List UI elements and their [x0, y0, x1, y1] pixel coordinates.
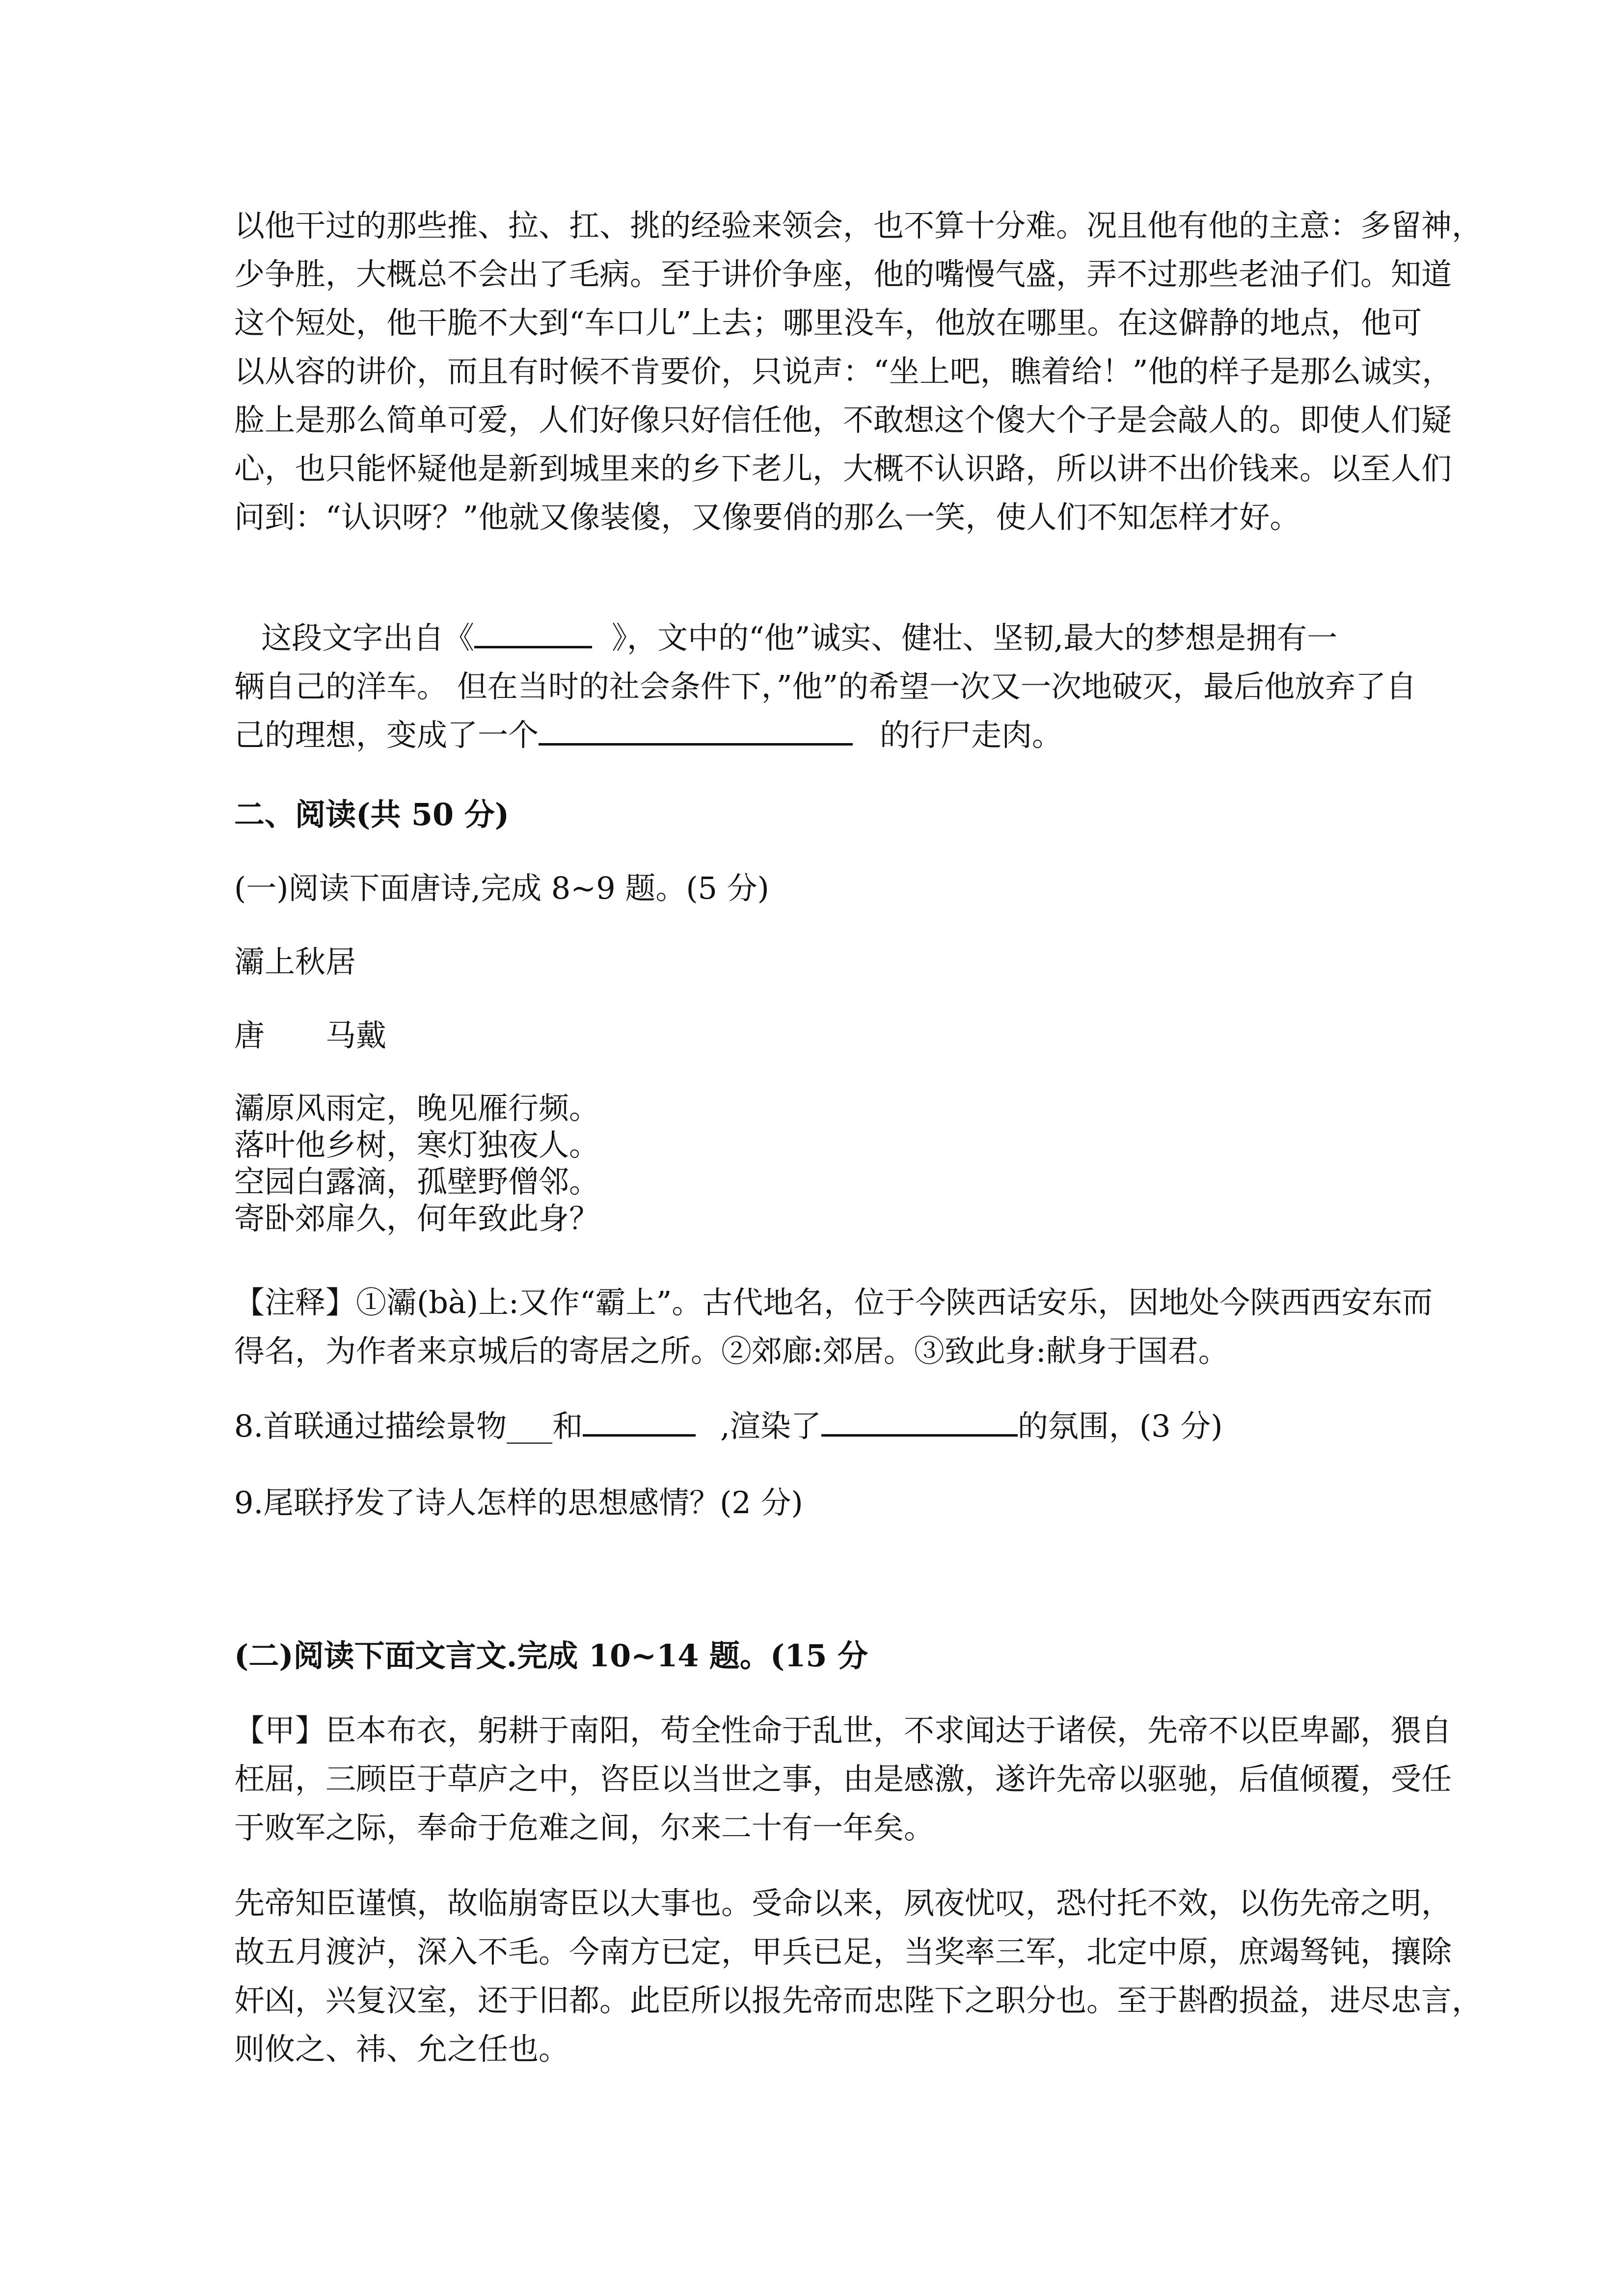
answer-blank-atmosphere[interactable]	[821, 1404, 1018, 1437]
q7-text-a: 这段文字出自《	[261, 620, 475, 656]
passage-line: 这个短处，他干脆不大到“车口儿”上去；哪里没车，他放在哪里。在这僻静的地点，他可	[234, 305, 1422, 341]
poem-line: 寄卧郊扉久，何年致此身？	[234, 1201, 600, 1236]
para2-line: 先帝知臣谨慎，故临崩寄臣以大事也。受命以来，夙夜忧叹，恐付托不效，以伤先帝之明，	[234, 1885, 1452, 1921]
q8-text-c: 的氛围，(3 分)	[1017, 1408, 1223, 1444]
poem-title: 灞上秋居	[234, 944, 356, 980]
poem-notes	[234, 1278, 1433, 1375]
note-line: 【注释】①灞(bà)上:又作“霸上”。古代地名，位于今陕西话安乐，因地处今陕西西安东而	[234, 1284, 1433, 1320]
part2-instruction: (二)阅读下面文言文.完成 10~14 题。(15 分	[234, 1638, 868, 1674]
jia-line: 枉屈，三顾臣于草庐之中，咨臣以当世之事，由是感激，遂许先帝以驱驰，后值倾覆，受任	[234, 1761, 1452, 1797]
classical-text-jia	[234, 1706, 1452, 1852]
poem-line: 落叶他乡树，寒灯独夜人。	[234, 1127, 600, 1163]
para2-line: 奸凶，兴复汉室，还于旧都。此臣所以报先帝而忠陛下之职分也。至于斟酌损益，进尽忠言，	[234, 1982, 1483, 2018]
question-7	[234, 614, 1417, 759]
passage-line: 以从容的讲价，而且有时候不肯要价，只说声：“坐上吧，瞧着给！”他的样子是那么诚实，	[234, 353, 1453, 389]
q7-text-c: 己的理想，变成了一个	[234, 717, 539, 753]
answer-blank-description[interactable]	[539, 713, 853, 746]
q7-text-b: 》，文中的“他”诚实、健壮、坚韧,最大的梦想是拥有一	[612, 620, 1338, 656]
passage-excerpt	[234, 201, 1483, 541]
jia-line: 【甲】臣本布衣，躬耕于南阳，苟全性命于乱世，不求闻达于诸侯，先帝不以臣卑鄙，猥自	[234, 1712, 1452, 1748]
answer-blank-book-title[interactable]	[474, 615, 592, 648]
para2-line: 则攸之、祎、允之任也。	[234, 2031, 569, 2067]
poem-line: 空园白露滴，孤壁野僧邻。	[234, 1164, 600, 1200]
question-8	[234, 1402, 1393, 1450]
section-heading-reading: 二、阅读(共 50 分)	[234, 797, 510, 832]
q8-text-a: 8.首联通过描绘景物___和	[234, 1408, 583, 1444]
para2-line: 故五月渡泸，深入不毛。今南方已定，甲兵已足，当奖率三军，北定中原，庶竭驽钝，攘除	[234, 1934, 1452, 1970]
poem-author: 唐 马戴	[234, 1017, 387, 1053]
q8-text-b: ,渲染了	[720, 1408, 821, 1444]
passage-line: 少争胜，大概总不会出了毛病。至于讲价争座，他的嘴慢气盛，弄不过那些老油子们。知道	[234, 256, 1452, 292]
passage-line: 问到：“认识呀？”他就又像装傻，又像要俏的那么一笑，使人们不知怎样才好。	[234, 499, 1300, 535]
passage-line: 脸上是那么简单可爱，人们好像只好信任他，不敢想这个傻大个子是会敲人的。即使人们疑	[234, 402, 1452, 438]
question-9: 9.尾联抒发了诗人怎样的思想感情？(2 分)	[234, 1485, 803, 1521]
poem-body	[234, 1090, 1393, 1237]
answer-blank-scene[interactable]	[583, 1404, 696, 1437]
note-line: 得名，为作者来京城后的寄居之所。②郊廊:郊居。③致此身:献身于国君。	[234, 1333, 1229, 1369]
part1-instruction: (一)阅读下面唐诗,完成 8~9 题。(5 分)	[234, 870, 769, 906]
poem-line: 灞原风雨定，晚见雁行频。	[234, 1090, 600, 1126]
passage-line: 以他干过的那些推、拉、扛、挑的经验来领会，也不算十分难。况且他有他的主意：多留神，	[234, 208, 1483, 243]
passage-line: 心，也只能怀疑他是新到城里来的乡下老儿，大概不认识路，所以讲不出价钱来。以至人们	[234, 451, 1452, 486]
q7-line-2: 辆自己的洋车。 但在当时的社会条件下，”他”的希望一次又一次地破灭，最后他放弃了自	[234, 668, 1417, 704]
classical-text-para2	[234, 1879, 1483, 2073]
q7-text-d: 的行尸走肉。	[880, 717, 1063, 753]
jia-line: 于败军之际，奉命于危难之间，尔来二十有一年矣。	[234, 1810, 935, 1845]
